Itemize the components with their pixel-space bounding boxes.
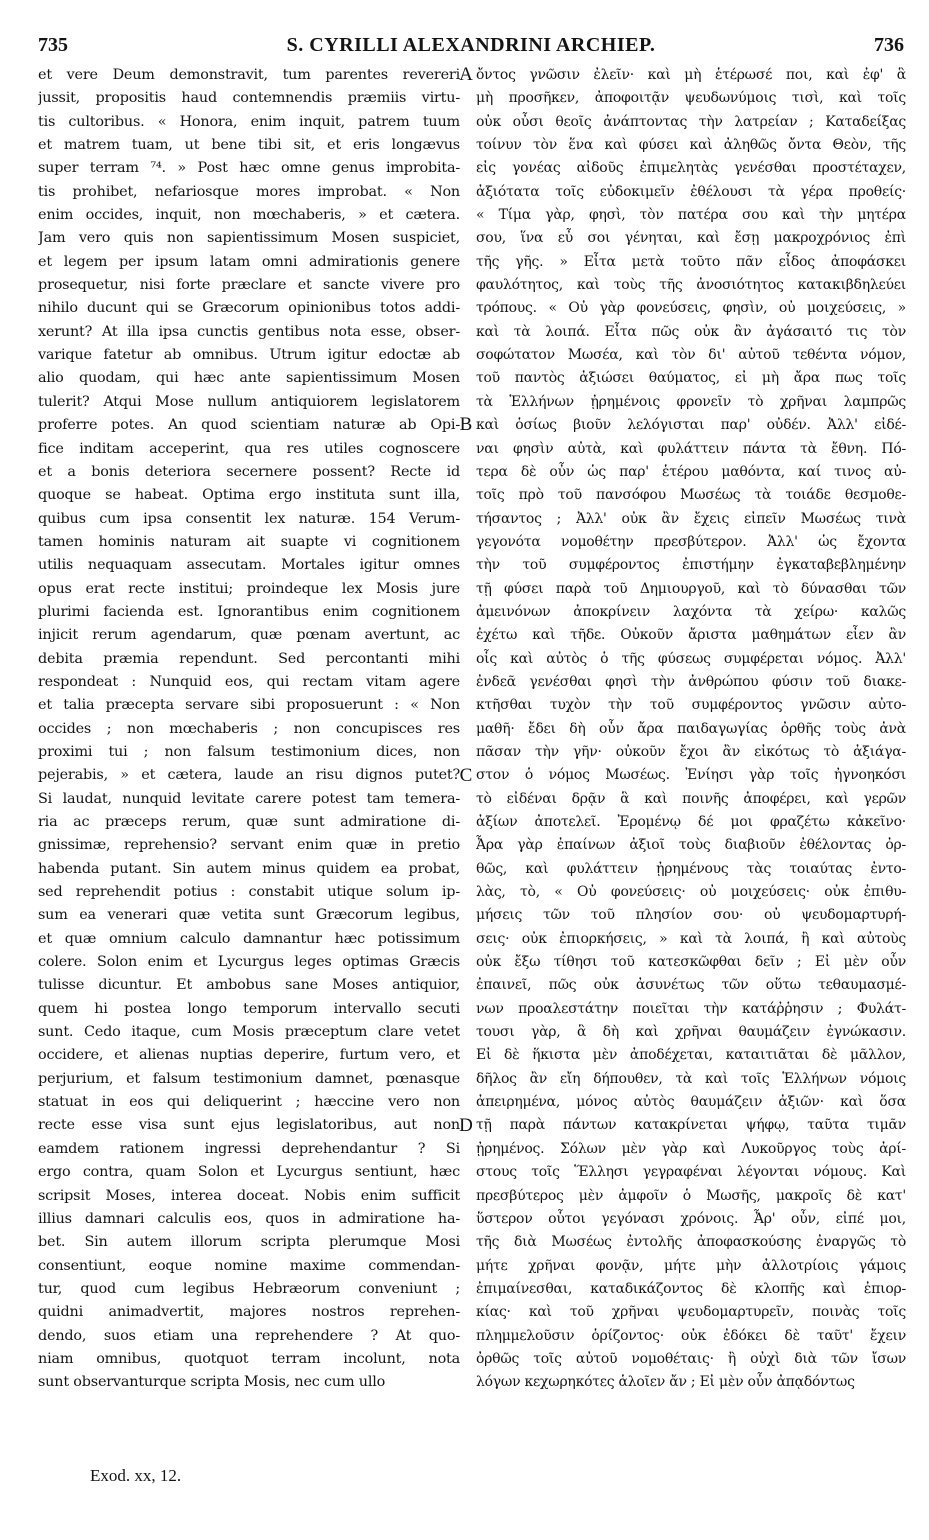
text-line: τοῖς πρὸ τοῦ πανσόφου Μωσέως τὰ τοιάδε θεσμοθε- (476, 487, 906, 504)
text-line: tulerit? Atqui Mose nullum antiquiorem legislatorem (38, 393, 460, 410)
text-line: ἀξιότατα τοῖς εὐδοκιμεῖν ἐθέλουσι τὰ γέρα προθείς· (476, 183, 906, 200)
text-line: καὶ τὰ λοιπά. Εἶτα πῶς οὐκ ἂν ἀγάσαιτό τις τὸν (476, 323, 906, 340)
text-line: σοφώτατον Μωσέα, καὶ τὸν δι' αὐτοῦ τεθέντα νόμον, (476, 347, 906, 364)
text-line: sunt observanturque scripta Mosis, nec cum ullo (38, 1374, 386, 1391)
text-line: tis prohibet, nefariosque mores improbat. « Non (38, 183, 460, 200)
text-line: στον ὁ νόμος Μωσέως. Ἐνίησι γὰρ τοῖς ἠγνοηκόσι (476, 767, 906, 784)
text-line: τῆς γῆς. » Εἶτα μετὰ τοῦτο πᾶν εἶδος ἀποφάσκει (476, 253, 906, 270)
text-line: ὄντος γνῶσιν ἐλεῖν· καὶ μὴ ἑτέρωσέ ποι, καὶ ἐφ' ἃ (476, 67, 906, 83)
text-line: sunt. Cedo itaque, cum Mosis præceptum clare vetet (38, 1024, 460, 1041)
text-line: σεις· οὐκ ἐπιορκήσεις, » καὶ τὰ λοιπά, ἢ καὶ αὐτοὺς (476, 930, 906, 947)
text-line: ναι φησὶν αὐτὰ, καὶ φυλάττειν πάντα τὰ ἔθνη. Πό- (476, 440, 906, 457)
text-line: varique fatetur ab omnibus. Utrum igitur edoctæ ab (38, 347, 460, 364)
text-line: τερα δὲ οὖν ὡς παρ' ἑτέρου μαθόντα, καί τινος αὐ- (476, 463, 906, 480)
text-line: injicit rerum agendarum, quæ pœnam avertunt, ac (38, 627, 460, 644)
text-line: τοίνυν τὸν ἕνα καὶ φύσει καὶ ἀληθῶς ὄντα Θεὸν, τῆς (476, 137, 906, 154)
text-line: τῇ φύσει παρὰ τοῦ Δημιουργοῦ, καὶ τὸ δύνασθαι τῶν (476, 580, 906, 597)
text-line: colere. Solon enim et Lycurgus leges optimas Græcis (38, 954, 460, 971)
text-line: φαυλότητος, καὶ τοὺς τῆς ἀνοσιότητος κατακιβδηλεύει (476, 277, 906, 294)
text-line: eamdem rationem ingressi deprehendantur ? Si (38, 1140, 460, 1157)
text-line: scripsit Moses, interea doceat. Nobis enim sufficit (38, 1187, 460, 1204)
text-line: tur, quod cum legibus Hebræorum conveniunt ; (38, 1280, 460, 1297)
text-line: ἐχέτω καὶ τῆδε. Οὐκοῦν ἄριστα μαθημάτων εἶεν ἂν (476, 627, 906, 644)
text-line: tis cultoribus. « Honora, enim inquit, patrem tuum (38, 113, 460, 130)
text-line: τῆς διὰ Μωσέως ἐντολῆς ἀποφασκούσης ἐναργῶς τὸ (476, 1234, 906, 1251)
page-number-right: 736 (874, 34, 904, 56)
text-line: ἀξίων ἀποτελεῖ. Ἐρομένῳ δέ μοι φραζέτω κἀκεῖνο· (476, 814, 906, 830)
text-line: super terram ⁷⁴. » Post hæc omne genus improbita- (38, 160, 460, 177)
text-line: τρόπους. « Οὐ γὰρ φονεύσεις, φησὶν, οὐ μοιχεύσεις, » (476, 300, 906, 317)
text-line: τὴν τοῦ συμφέροντος ἐπιστήμην ἐγκαταβεβλημένην (476, 557, 906, 574)
text-line: τῇ παρὰ πάντων κατακρίνεται ψήφῳ, ταῦτα τιμᾶν (476, 1117, 906, 1134)
text-line: alio quodam, qui hæc ante sapientissimum Mosen (38, 370, 460, 387)
text-line: sed reprehendit potius : constabit utique solum ip- (38, 884, 460, 901)
text-line: οὐκ οὖσι θεοῖς ἀνάπτοντας τὴν λατρείαν ; Καταδείξας (476, 113, 906, 130)
text-line: jussit, propositis haud contemnendis præmiis virtu- (38, 90, 460, 107)
text-line: κίας· καὶ τοῦ χρῆναι ψευδομαρτυρεῖν, ποινὰς τοῖς (476, 1304, 906, 1321)
text-line: illius damnari calculis eos, quos in admiratione ha- (38, 1210, 460, 1227)
text-line: μήσεις τῶν τοῦ πλησίον σου· οὐ ψευδομαρτυρή- (476, 907, 906, 924)
footnote: Exod. xx, 12. (90, 1466, 182, 1485)
text-line: οὐκ ἔξω τίθησι τοῦ κατεσκῶφθαι δεῖν ; Εἰ μὲν οὖν (476, 954, 906, 971)
running-title: S. CYRILLI ALEXANDRINI ARCHIEP. (286, 34, 656, 56)
text-line: γεγονότα νομοθέτην πρεσβύτερον. Ἀλλ' ὡς ἔχοντα (476, 533, 906, 550)
text-line: debita præmia rependunt. Sed percontanti mihi (38, 650, 460, 667)
text-line: τήσαντος ; Ἀλλ' οὐκ ἂν ἔχεις εἰπεῖν Μωσέως τινὰ (476, 510, 906, 527)
text-line: respondeat : Nunquid eos, qui rectam vitam agere (38, 673, 460, 690)
text-line: Εἰ δὲ ἥκιστα μὲν ἀποδέχεται, καταιτιᾶται δὲ μᾶλλον, (476, 1047, 906, 1064)
text-line: et a bonis deteriora secernere possent? Recte id (38, 463, 460, 480)
text-line: πρεσβύτερος μὲν ἀμφοῖν ὁ Μωσῆς, μακροῖς δὲ κατ' (476, 1187, 906, 1204)
text-line: consentiunt, eoque nomine maxime commendan- (38, 1257, 460, 1274)
text-line: occidere, et alienas nuptias deperire, furtum vero, et (38, 1047, 460, 1064)
text-line: κτῆσθαι τυχὸν τὴν τοῦ συμφέροντος γνῶσιν αὐτο- (476, 697, 906, 714)
text-line: τοῦ παντὸς ἀξιώσει θαύματος, εἰ μὴ ἄρα πως τοῖς (476, 370, 906, 387)
text-line: sum ea venerari quæ vetita sunt Græcorum legibus, (38, 907, 460, 924)
text-line: quem hi postea longo temporum intervallo secuti (38, 1000, 460, 1017)
text-line: habenda putant. Sin autem minus quidem ea probat, (38, 860, 460, 877)
text-line: ὕστερον οὗτοι γεγόνασι χρόνοις. Ἆρ' οὖν, εἰπέ μοι, (476, 1210, 906, 1227)
text-line: Jam vero quis non sapientissimum Mosen suspiciet, (38, 230, 460, 247)
text-line: plurimi facienda est. Ignorantibus enim cognitionem (38, 603, 460, 620)
text-line: ria ac præceps rerum, quæ sunt admiratione di- (38, 814, 460, 830)
text-line: ὀρθῶς τοῖς αὐτοῦ νομοθέταις· ἢ οὐχὶ διὰ τῶν ἴσων (476, 1350, 906, 1367)
text-line: dendo, suos etiam una reprehendere ? At quo- (38, 1327, 460, 1344)
text-line: σου, ἵνα εὖ σοι γένηται, καὶ ἔσῃ μακροχρόνιος ἐπὶ (476, 230, 906, 247)
text-line: ᾐρημένος. Σόλων μὲν γὰρ καὶ Λυκοῦργος τοὺς ἀρί- (476, 1140, 906, 1157)
text-line: recte esse visa sunt ejus legislatoribus, aut non (38, 1117, 460, 1134)
text-line: xerunt? At illa ipsa cunctis gentibus nota esse, obser- (38, 323, 460, 340)
text-line: quidni animadvertit, majores nostros reprehen- (38, 1304, 460, 1321)
text-line: εἰς γονέας αἰδοῦς ἐπιμελητὰς γενέσθαι προστέταχεν, (476, 160, 906, 177)
section-marker-c: C (459, 765, 473, 786)
text-line: perjurium, et falsum testimonium damnet, pœnasque (38, 1070, 460, 1087)
page-number-left: 735 (38, 34, 68, 56)
text-line: πᾶσαν τὴν γῆν· οὐκοῦν ἔχοι ἂν εἰκότως τὸ ἀξιάγα- (476, 743, 906, 760)
text-line: statuat in eos qui deliquerint ; hæccine vero non (38, 1094, 460, 1111)
text-line: proximi tui ; non falsum testimonium dices, non (38, 743, 460, 760)
text-line: pejerabis, » et cætera, laude an risu dignos putet? (38, 767, 460, 784)
text-line: quibus cum ipsa consentit lex naturæ. 154 Verum- (38, 510, 460, 527)
text-line: ἀπειρημένα, μόνος αὐτὸς θαυμάζειν ἀξιῶν· καὶ ὅσα (476, 1094, 906, 1111)
text-line: enim occides, inquit, non mœchaberis, » et cætera. (38, 207, 460, 224)
text-line: οἷς καὶ αὐτὸς ὁ τῆς φύσεως συμφέρεται νόμος. Ἀλλ' (476, 650, 906, 667)
text-line: quoque se habeat. Optima ergo instituta sunt illa, (38, 487, 460, 504)
text-line: occides ; non mœchaberis ; non concupisces res (38, 720, 460, 737)
text-line: gnissimæ, reprehensio? servant enim quæ in pretio (38, 837, 460, 854)
text-line: tamen hominis naturam ait suapte vi cognitionem (38, 533, 460, 550)
running-header (38, 34, 904, 60)
text-line: λὰς, τὸ, « Οὐ φονεύσεις· οὐ μοιχεύσεις· οὐκ ἐπιθυ- (476, 884, 906, 901)
text-line: μήτε χρῆναι φονᾷν, μήτε μὴν ἀλλοτρίοις γάμοις (476, 1257, 906, 1274)
section-marker-b: B (459, 414, 473, 435)
text-line: δῆλος ἂν εἴη δήπουθεν, τὰ καὶ τοῖς Ἑλλήνων νόμοις (476, 1070, 906, 1087)
text-line: et matrem tuam, ut bene tibi sit, et eris longævus (38, 137, 460, 154)
text-line: « Τίμα γὰρ, φησὶ, τὸν πατέρα σου καὶ τὴν μητέρα (476, 207, 906, 224)
text-line: et talia præcepta servare sibi proposuerunt : « Non (38, 697, 460, 714)
text-line: Ἆρα γὰρ ἐπαίνων ἀξιοῖ τοὺς διαβιοῦν ἐθέλοντας ὀρ- (476, 837, 906, 854)
text-line: καὶ ὁσίως βιοῦν λελόγισται παρ' οὐδέν. Ἀλλ' εἰδέ- (476, 417, 906, 434)
latin-column (38, 64, 460, 1395)
text-line: στους τοῖς Ἕλλησι γεγραφέναι λέγονται νόμους. Καὶ (476, 1164, 906, 1181)
text-line: μὴ προσῆκεν, ἀποφοιτᾷν ψευδωνύμοις τισὶ, καὶ τοῖς (476, 90, 906, 107)
text-line: τουσι γὰρ, ἃ δὴ καὶ χρῆναι θαυμάζειν ἐγνώκασιν. (476, 1024, 906, 1041)
text-line: nihilo ducunt qui se Græcorum opinionibus totos addi- (38, 300, 460, 317)
text-line: θῶς, καὶ φυλάττειν ᾐρημένους τὰς τοιαύτας ἐντο- (476, 860, 906, 877)
text-line: prosequetur, nisi forte præclare et sancte vivere pro (38, 277, 460, 294)
text-line: et vere Deum demonstravit, tum parentes revereri (38, 67, 460, 83)
text-line: ἐπαινεῖ, πῶς οὐκ ἀσυνέτως τῶν οὕτω τεθαυμασμέ- (476, 977, 906, 994)
text-line: tulisse dicuntur. Et ambobus sane Moses antiquior, (38, 977, 460, 994)
text-line: νων προαλεστάτην ποιεῖται τὴν κατάῤῥησιν ; Φυλάτ- (476, 1000, 906, 1017)
text-line: ἀμεινόνων ἀποκρίνειν λαχόντα τὰ χείρω· καλῶς (476, 603, 906, 620)
section-marker-d: D (459, 1115, 473, 1136)
text-line: ἐνδεᾶ γενέσθαι φησὶ τὴν ἀνθρώπου φύσιν τοῦ διακε- (476, 673, 906, 690)
text-line: et quæ omnium calculo damnantur hæc potissimum (38, 930, 460, 947)
text-line: τὰ Ἑλλήνων ᾐρημένοις φρονεῖν τὸ χρῆναι λαμπρῶς (476, 393, 906, 410)
text-line: opus erat recte institui; proindeque lex Mosis jure (38, 580, 460, 597)
text-line: et legem per ipsum latam omni admirationis genere (38, 253, 460, 270)
text-line: bet. Sin autem illorum scripta plerumque Mosi (38, 1234, 460, 1251)
text-line: μαθῆ· ἔδει δὴ οὖν ἄρα παιδαγωγίας ὀρθῆς τοὺς ἀνὰ (476, 720, 906, 737)
text-line: πλημμελοῦσιν ὁρίζοντος· οὐκ ἐδόκει δὲ ταῦτ' ἔχειν (476, 1327, 906, 1344)
text-line: ergo contra, quam Solon et Lycurgus sentiunt, hæc (38, 1164, 460, 1181)
text-line: utilis nequaquam assecutam. Mortales igitur omnes (38, 557, 460, 574)
text-line: ἐπιμαίνεσθαι, καταδικάζοντος δὲ κλοπῆς καὶ ἐπιορ- (476, 1280, 906, 1297)
text-line: niam omnibus, quotquot terram incolunt, nota (38, 1350, 460, 1367)
section-marker-a: A (459, 64, 473, 85)
text-line: λόγων κεχωρηκότες ἁλοῖεν ἄν ; Εἰ μὲν οὖν ἀπᾳδόντως (476, 1374, 855, 1391)
text-line: τὸ εἰδέναι δρᾷν ἃ καὶ ποινῆς ἀποφέρει, καὶ γερῶν (476, 790, 906, 807)
text-line: Si laudat, nunquid levitate carere potest tam temera- (38, 790, 460, 807)
text-line: proferre potes. An quod scientiam naturæ ab Opi- (38, 417, 460, 434)
greek-column (476, 64, 906, 1395)
text-line: fice inditam acceperint, qua res utiles cognoscere (38, 440, 460, 457)
